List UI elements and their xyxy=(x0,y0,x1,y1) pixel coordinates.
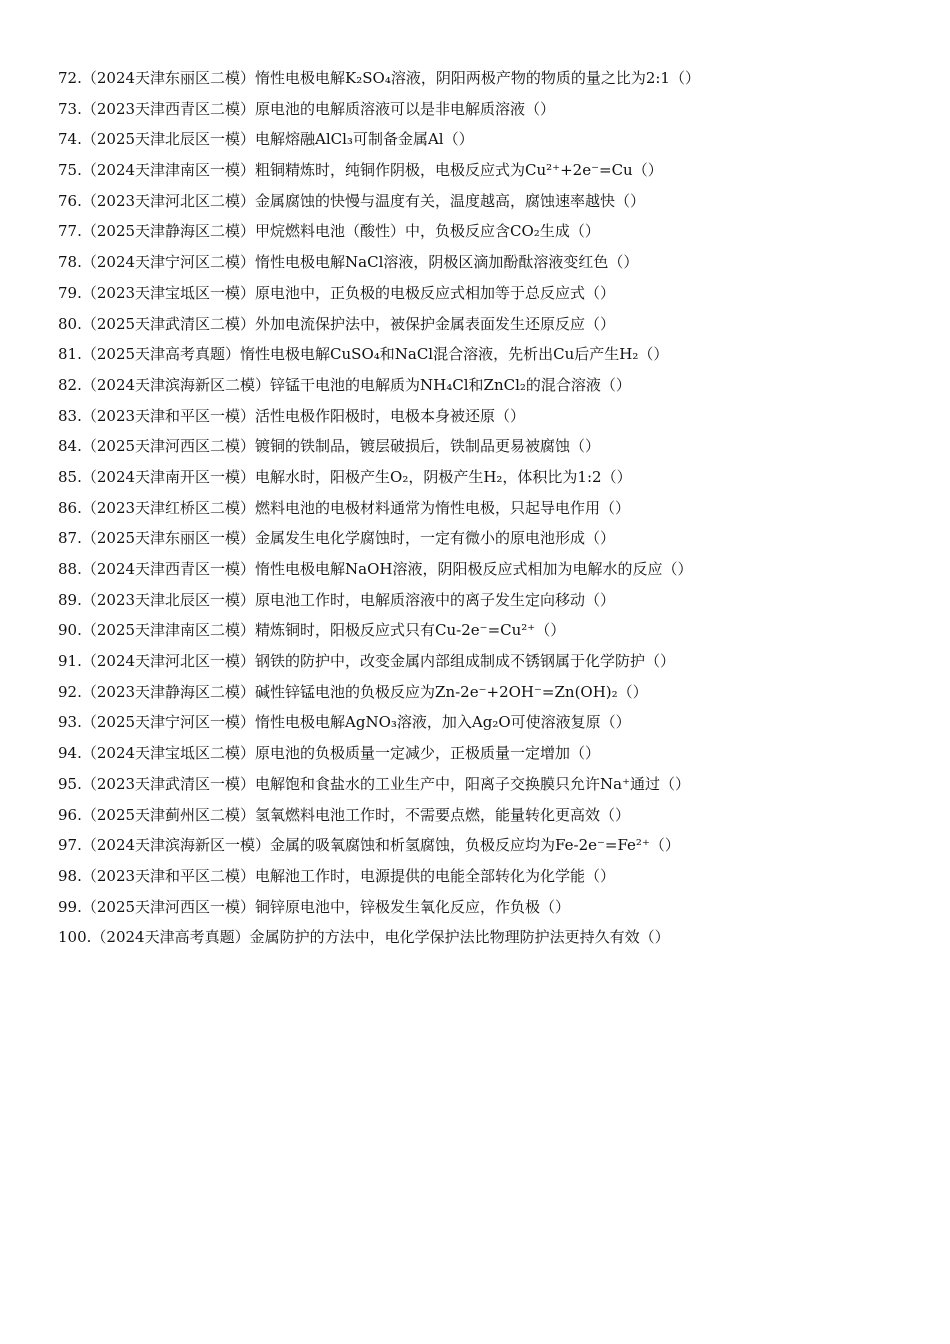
question-item: 75.（2024天津津南区一模）粗铜精炼时，纯铜作阴极，电极反应式为Cu²⁺+2e⁻=Cu（） xyxy=(58,161,663,180)
question-item: 86.（2023天津红桥区二模）燃料电池的电极材料通常为惰性电极，只起导电作用（） xyxy=(58,498,631,517)
question-item: 97.（2024天津滨海新区一模）金属的吸氧腐蚀和析氢腐蚀，负极反应均为Fe-2e⁻=Fe²⁺（） xyxy=(58,836,680,855)
question-list xyxy=(58,66,928,956)
question-item: 80.（2025天津武清区二模）外加电流保护法中，被保护金属表面发生还原反应（） xyxy=(58,314,616,333)
question-item: 98.（2023天津和平区二模）电解池工作时，电源提供的电能全部转化为化学能（） xyxy=(58,866,616,885)
question-item: 92.（2023天津静海区二模）碱性锌锰电池的负极反应为Zn-2e⁻+2OH⁻=Zn(OH)₂（） xyxy=(58,682,648,701)
question-item: 99.（2025天津河西区一模）铜锌原电池中，锌极发生氧化反应，作负极（） xyxy=(58,897,571,916)
question-item: 84.（2025天津河西区二模）镀铜的铁制品，镀层破损后，铁制品更易被腐蚀（） xyxy=(58,437,601,456)
question-item: 100.（2024天津高考真题）金属防护的方法中，电化学保护法比物理防护法更持久有效（） xyxy=(58,928,670,947)
question-item: 96.（2025天津蓟州区二模）氢氧燃料电池工作时，不需要点燃，能量转化更高效（） xyxy=(58,805,631,824)
question-item: 73.（2023天津西青区二模）原电池的电解质溶液可以是非电解质溶液（） xyxy=(58,99,556,118)
question-item: 83.（2023天津和平区一模）活性电极作阳极时，电极本身被还原（） xyxy=(58,406,526,425)
question-item: 79.（2023天津宝坻区一模）原电池中，正负极的电极反应式相加等于总反应式（） xyxy=(58,283,616,302)
question-item: 81.（2025天津高考真题）惰性电极电解CuSO₄和NaCl混合溶液，先析出Cu后产生H₂（） xyxy=(58,345,669,364)
question-item: 90.（2025天津津南区二模）精炼铜时，阳极反应式只有Cu-2e⁻=Cu²⁺（） xyxy=(58,621,566,640)
question-item: 88.（2024天津西青区一模）惰性电极电解NaOH溶液，阴阳极反应式相加为电解水的反应（） xyxy=(58,560,693,578)
question-item: 94.（2024天津宝坻区二模）原电池的负极质量一定减少，正极质量一定增加（） xyxy=(58,744,601,763)
question-item: 89.（2023天津北辰区一模）原电池工作时，电解质溶液中的离子发生定向移动（） xyxy=(58,590,616,609)
question-item: 76.（2023天津河北区二模）金属腐蚀的快慢与温度有关，温度越高，腐蚀速率越快（） xyxy=(58,191,646,210)
question-item: 72.（2024天津东丽区二模）惰性电极电解K₂SO₄溶液，阴阳两极产物的物质的量之比为2:1（） xyxy=(58,69,700,87)
question-item: 91.（2024天津河北区一模）钢铁的防护中，改变金属内部组成制成不锈钢属于化学防护（） xyxy=(58,652,676,671)
question-item: 78.（2024天津宁河区二模）惰性电极电解NaCl溶液，阴极区滴加酚酞溶液变红色（） xyxy=(58,253,639,272)
question-item: 74.（2025天津北辰区一模）电解熔融AlCl₃可制备金属Al（） xyxy=(58,130,474,149)
question-item: 77.（2025天津静海区二模）甲烷燃料电池（酸性）中，负极反应含CO₂生成（） xyxy=(58,222,600,241)
question-item: 82.（2024天津滨海新区二模）锌锰干电池的电解质为NH₄Cl和ZnCl₂的混合溶液（） xyxy=(58,375,631,394)
question-item: 93.（2025天津宁河区一模）惰性电极电解AgNO₃溶液，加入Ag₂O可使溶液复原（） xyxy=(58,713,631,732)
question-item: 87.（2025天津东丽区一模）金属发生电化学腐蚀时，一定有微小的原电池形成（） xyxy=(58,529,616,548)
question-item: 95.（2023天津武清区一模）电解饱和食盐水的工业生产中，阳离子交换膜只允许Na⁺通过（） xyxy=(58,774,691,793)
question-item: 85.（2024天津南开区一模）电解水时，阳极产生O₂，阴极产生H₂，体积比为1:2（） xyxy=(58,467,632,486)
